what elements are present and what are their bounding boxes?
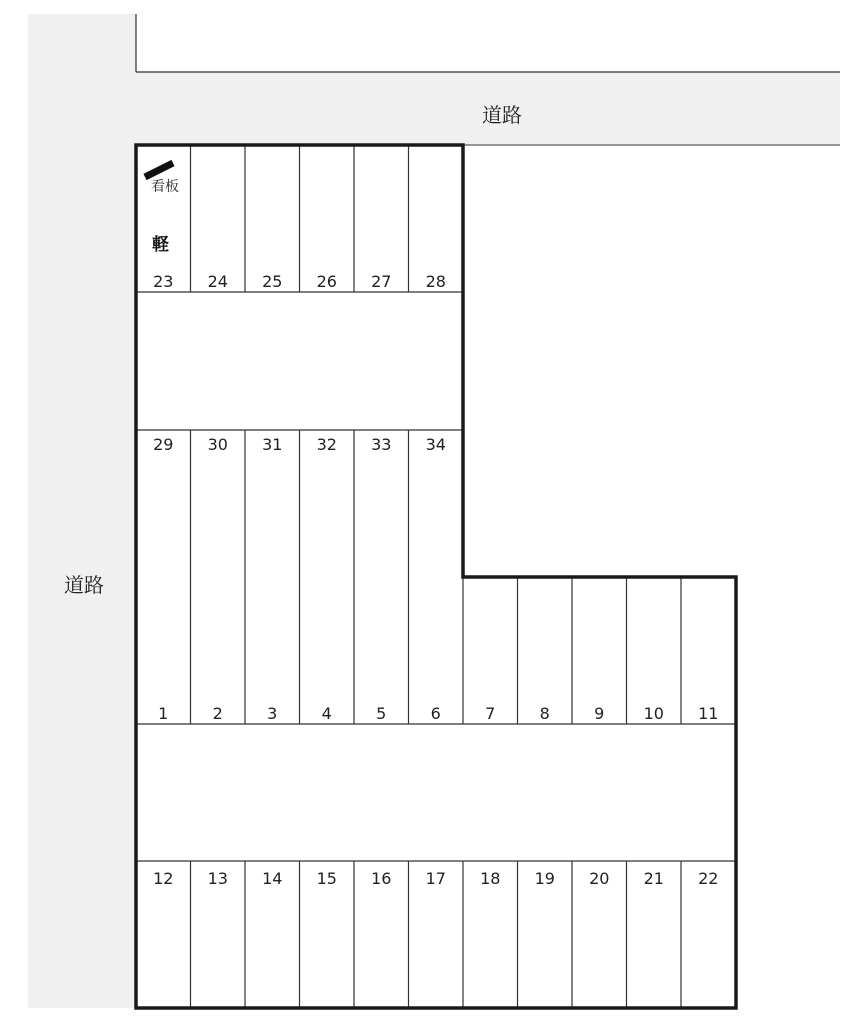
space-number-34: 34 <box>425 435 446 454</box>
space-number-22: 22 <box>698 869 719 888</box>
space-number-13: 13 <box>207 869 228 888</box>
space-number-3: 3 <box>267 704 278 723</box>
space-number-11: 11 <box>698 704 719 723</box>
space-number-28: 28 <box>425 272 446 291</box>
space-number-15: 15 <box>316 869 337 888</box>
space-number-25: 25 <box>262 272 283 291</box>
road-label-top: 道路 <box>482 103 522 127</box>
space-number-18: 18 <box>480 869 501 888</box>
space-number-1: 1 <box>158 704 169 723</box>
space-number-29: 29 <box>153 435 174 454</box>
space-number-27: 27 <box>371 272 392 291</box>
space-number-2: 2 <box>212 704 223 723</box>
space-number-31: 31 <box>262 435 283 454</box>
space-number-8: 8 <box>539 704 550 723</box>
road-label-left: 道路 <box>64 573 104 597</box>
space-number-32: 32 <box>316 435 337 454</box>
space-number-24: 24 <box>207 272 228 291</box>
space-number-4: 4 <box>321 704 332 723</box>
kei-car-label: 軽 <box>152 235 169 255</box>
signboard-label: 看板 <box>151 179 179 195</box>
space-number-20: 20 <box>589 869 610 888</box>
space-number-26: 26 <box>316 272 337 291</box>
space-number-5: 5 <box>376 704 387 723</box>
space-number-12: 12 <box>153 869 174 888</box>
space-number-9: 9 <box>594 704 605 723</box>
space-number-33: 33 <box>371 435 392 454</box>
space-number-6: 6 <box>430 704 441 723</box>
space-number-17: 17 <box>425 869 446 888</box>
space-number-30: 30 <box>207 435 228 454</box>
space-number-23: 23 <box>153 272 174 291</box>
space-number-19: 19 <box>534 869 555 888</box>
space-number-16: 16 <box>371 869 392 888</box>
space-number-7: 7 <box>485 704 496 723</box>
space-number-14: 14 <box>262 869 283 888</box>
space-number-10: 10 <box>643 704 664 723</box>
space-number-21: 21 <box>643 869 664 888</box>
